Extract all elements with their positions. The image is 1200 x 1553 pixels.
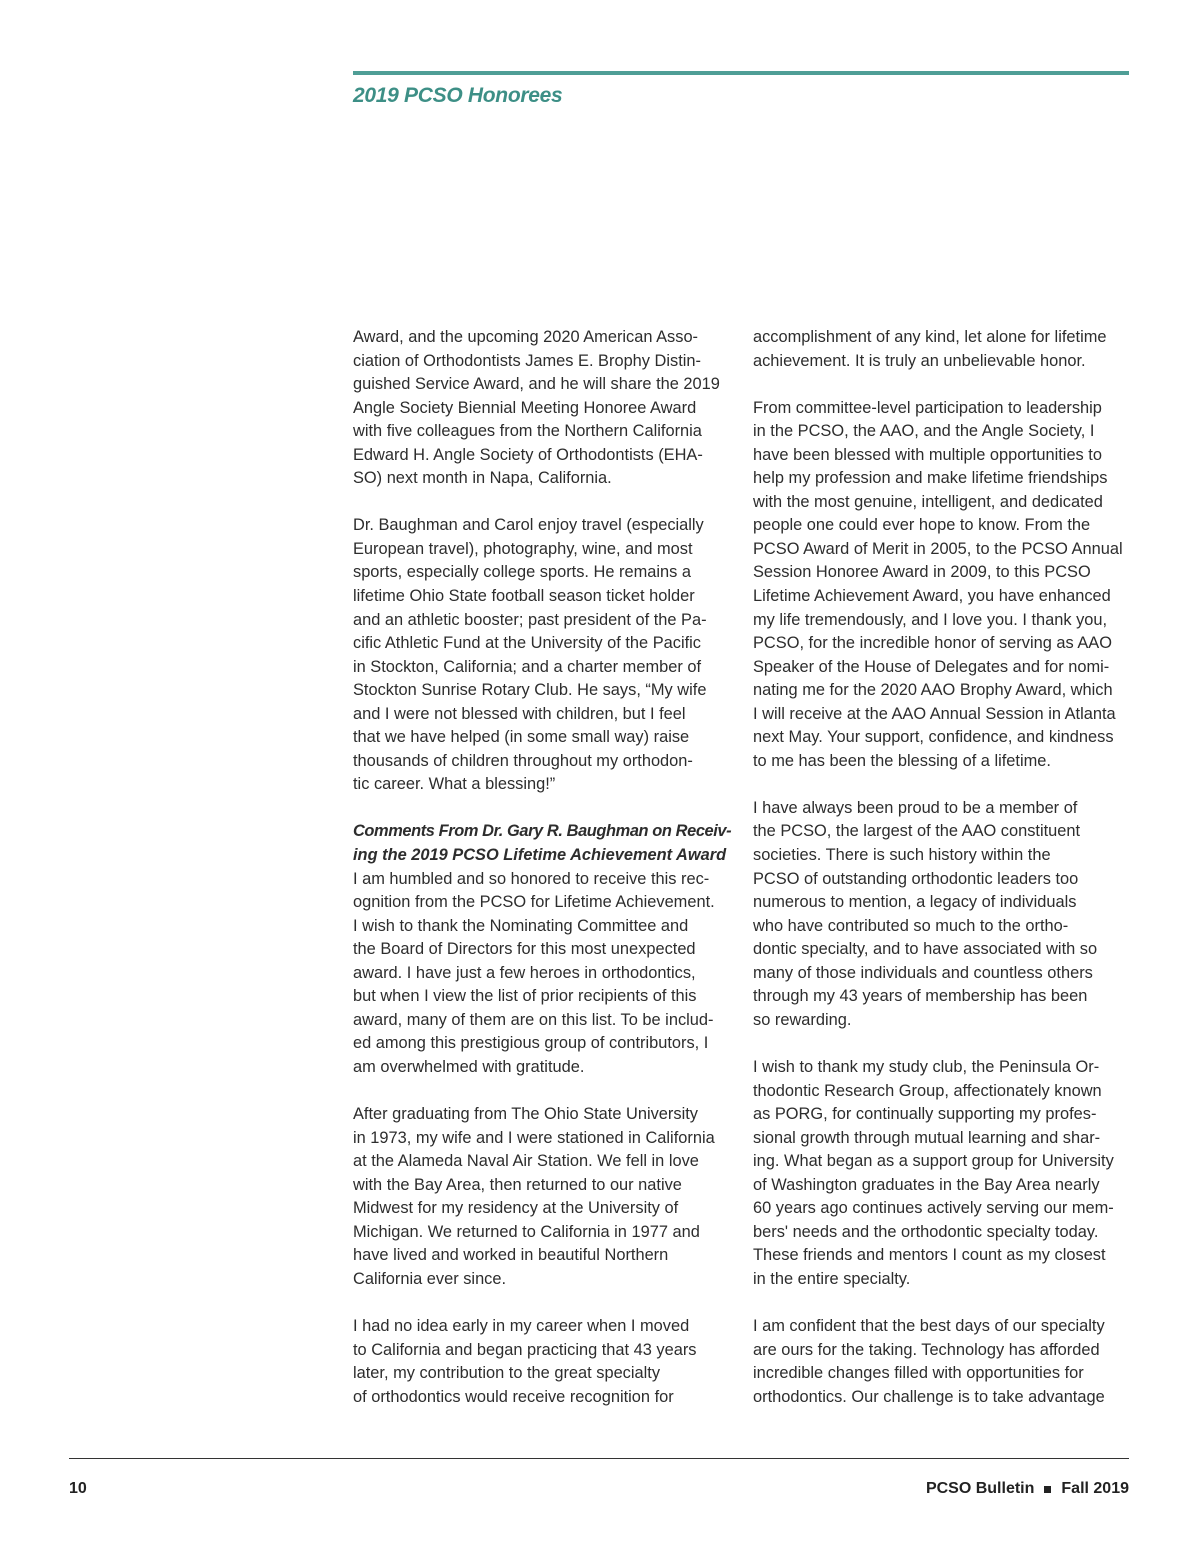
text-line: ciation of Orthodontists James E. Brophy Distin- [353,351,701,370]
text-line: through my 43 years of membership has been [753,987,1088,1006]
text-line: incredible changes filled with opportunities for [753,1364,1084,1383]
text-line: I will receive at the AAO Annual Session in Atlanta [753,704,1116,723]
text-line: sional growth through mutual learning and shar- [753,1128,1101,1147]
text-line: of orthodontics would receive recognition for [353,1387,674,1406]
subheading-line: Comments From Dr. Gary R. Baughman on Receiv- [353,822,732,841]
text-line: in 1973, my wife and I were stationed in California [353,1128,715,1147]
text-line: have lived and worked in beautiful Northern [353,1246,669,1265]
text-line: in the entire specialty. [753,1269,911,1288]
text-line: lifetime Ohio State football season ticket holder [353,587,695,606]
text-line: I wish to thank the Nominating Committee and [353,916,689,935]
article-paragraph [353,326,731,491]
text-line: From committee-level participation to leadership [753,398,1102,417]
text-line: dontic specialty, and to have associated with so [753,940,1098,959]
article-column-left [353,326,731,1409]
text-line: PCSO Award of Merit in 2005, to the PCSO Annual [753,539,1123,558]
text-line: award. I have just a few heroes in orthodontics, [353,963,696,982]
text-line: with the most genuine, intelligent, and dedicated [753,492,1103,511]
text-line: SO) next month in Napa, California. [353,469,612,488]
article-paragraph [753,1315,1131,1409]
text-line: nating me for the 2020 AAO Brophy Award, which [753,681,1113,700]
text-line: with the Bay Area, then returned to our native [353,1175,682,1194]
text-line: ed among this prestigious group of contributors, I [353,1034,709,1053]
text-line: 60 years ago continues actively serving our mem- [753,1199,1114,1218]
text-line: ognition from the PCSO for Lifetime Achievement. [353,893,715,912]
text-line: that we have helped (in some small way) raise [353,728,690,747]
footer-rule [69,1458,1129,1459]
text-line: who have contributed so much to the ortho- [753,916,1069,935]
text-line: PCSO of outstanding orthodontic leaders too [753,869,1079,888]
text-line: in the PCSO, the AAO, and the Angle Society, I [753,422,1095,441]
text-line: tic career. What a blessing!” [353,775,556,794]
text-line: Midwest for my residency at the University of [353,1199,679,1218]
text-line: sports, especially college sports. He remains a [353,563,691,582]
text-line: next May. Your support, confidence, and kindness [753,728,1114,747]
text-line: thodontic Research Group, affectionately known [753,1081,1102,1100]
text-line: I had no idea early in my career when I moved [353,1316,690,1335]
text-line: achievement. It is truly an unbelievable honor. [753,351,1086,370]
text-line: After graduating from The Ohio State University [353,1105,698,1124]
text-line: at the Alameda Naval Air Station. We fell in love [353,1152,699,1171]
text-line: Edward H. Angle Society of Orthodontists (EHA- [353,445,703,464]
text-line: and I were not blessed with children, but I feel [353,704,686,723]
text-line: numerous to mention, a legacy of individuals [753,893,1077,912]
text-line: I am confident that the best days of our specialty [753,1316,1105,1335]
article-paragraph [353,514,731,797]
text-line: ing. What began as a support group for University [753,1152,1114,1171]
text-line: societies. There is such history within the [753,846,1051,865]
issue-date: Fall 2019 [1061,1480,1129,1497]
text-line: thousands of children throughout my orthodon- [353,751,693,770]
header-rule [353,71,1129,75]
text-line: to me has been the blessing of a lifetime. [753,751,1051,770]
text-line: the Board of Directors for this most unexpected [353,940,696,959]
text-line: of Washington graduates in the Bay Area nearly [753,1175,1100,1194]
text-line: guished Service Award, and he will share the 2019 [353,375,720,394]
article-paragraph [753,397,1131,774]
footer-publication [926,1480,1129,1498]
text-line: Dr. Baughman and Carol enjoy travel (especially [353,516,704,535]
text-line: I have always been proud to be a member of [753,798,1078,817]
text-line: as PORG, for continually supporting my profes- [753,1105,1097,1124]
text-line: These friends and mentors I count as my closest [753,1246,1106,1265]
article-paragraph [353,1315,731,1409]
text-line: California ever since. [353,1269,507,1288]
text-line: European travel), photography, wine, and most [353,539,693,558]
text-line: have been blessed with multiple opportunities to [753,445,1102,464]
text-line: and an athletic booster; past president of the Pa- [353,610,707,629]
text-line: my life tremendously, and I love you. I thank you, [753,610,1108,629]
text-line: so rewarding. [753,1010,852,1029]
text-line: Speaker of the House of Delegates and for nomi- [753,657,1110,676]
article-paragraph [753,326,1131,373]
text-line: in Stockton, California; and a charter member of [353,657,702,676]
text-line: award, many of them are on this list. To be includ- [353,1010,714,1029]
text-line: help my profession and make lifetime friendships [753,469,1108,488]
text-line: cific Athletic Fund at the University of the Pacific [353,634,701,653]
text-line: the PCSO, the largest of the AAO constituent [753,822,1081,841]
section-title: 2019 PCSO Honorees [353,84,563,107]
text-line: people one could ever hope to know. From the [753,516,1091,535]
publication-name: PCSO Bulletin [925,1480,1035,1497]
text-line: I am humbled and so honored to receive this rec- [353,869,710,888]
text-line: Session Honoree Award in 2009, to this PCSO [753,563,1091,582]
text-line: later, my contribution to the great specialty [353,1364,661,1383]
text-line: with five colleagues from the Northern California [353,422,702,441]
text-line: bers' needs and the orthodontic specialty today. [753,1222,1099,1241]
text-line: Award, and the upcoming 2020 American Asso- [353,328,699,346]
text-line: Michigan. We returned to California in 1977 and [353,1222,700,1241]
footer-separator-square [1044,1486,1051,1493]
page-number: 10 [69,1480,87,1497]
text-line: are ours for the taking. Technology has afforded [753,1340,1100,1359]
text-line: Stockton Sunrise Rotary Club. He says, “My wife [353,681,707,700]
text-line: I wish to thank my study club, the Peninsula Or- [753,1057,1100,1076]
article-paragraph [753,1056,1131,1291]
article-column-right [753,326,1131,1409]
article-paragraph [353,820,731,1079]
article-paragraph [753,797,1131,1032]
text-line: Lifetime Achievement Award, you have enhanced [753,587,1111,606]
text-line: Angle Society Biennial Meeting Honoree Award [353,398,697,417]
text-line: many of those individuals and countless others [753,963,1093,982]
subheading-line: ing the 2019 PCSO Lifetime Achievement Award [353,846,727,865]
text-line: orthodontics. Our challenge is to take advantage [753,1387,1105,1406]
text-line: am overwhelmed with gratitude. [353,1057,585,1076]
text-line: accomplishment of any kind, let alone for lifetime [753,328,1107,346]
text-line: but when I view the list of prior recipients of this [353,987,697,1006]
article-paragraph [353,1103,731,1291]
text-line: PCSO, for the incredible honor of serving as AAO [753,634,1112,653]
text-line: to California and began practicing that 43 years [353,1340,697,1359]
